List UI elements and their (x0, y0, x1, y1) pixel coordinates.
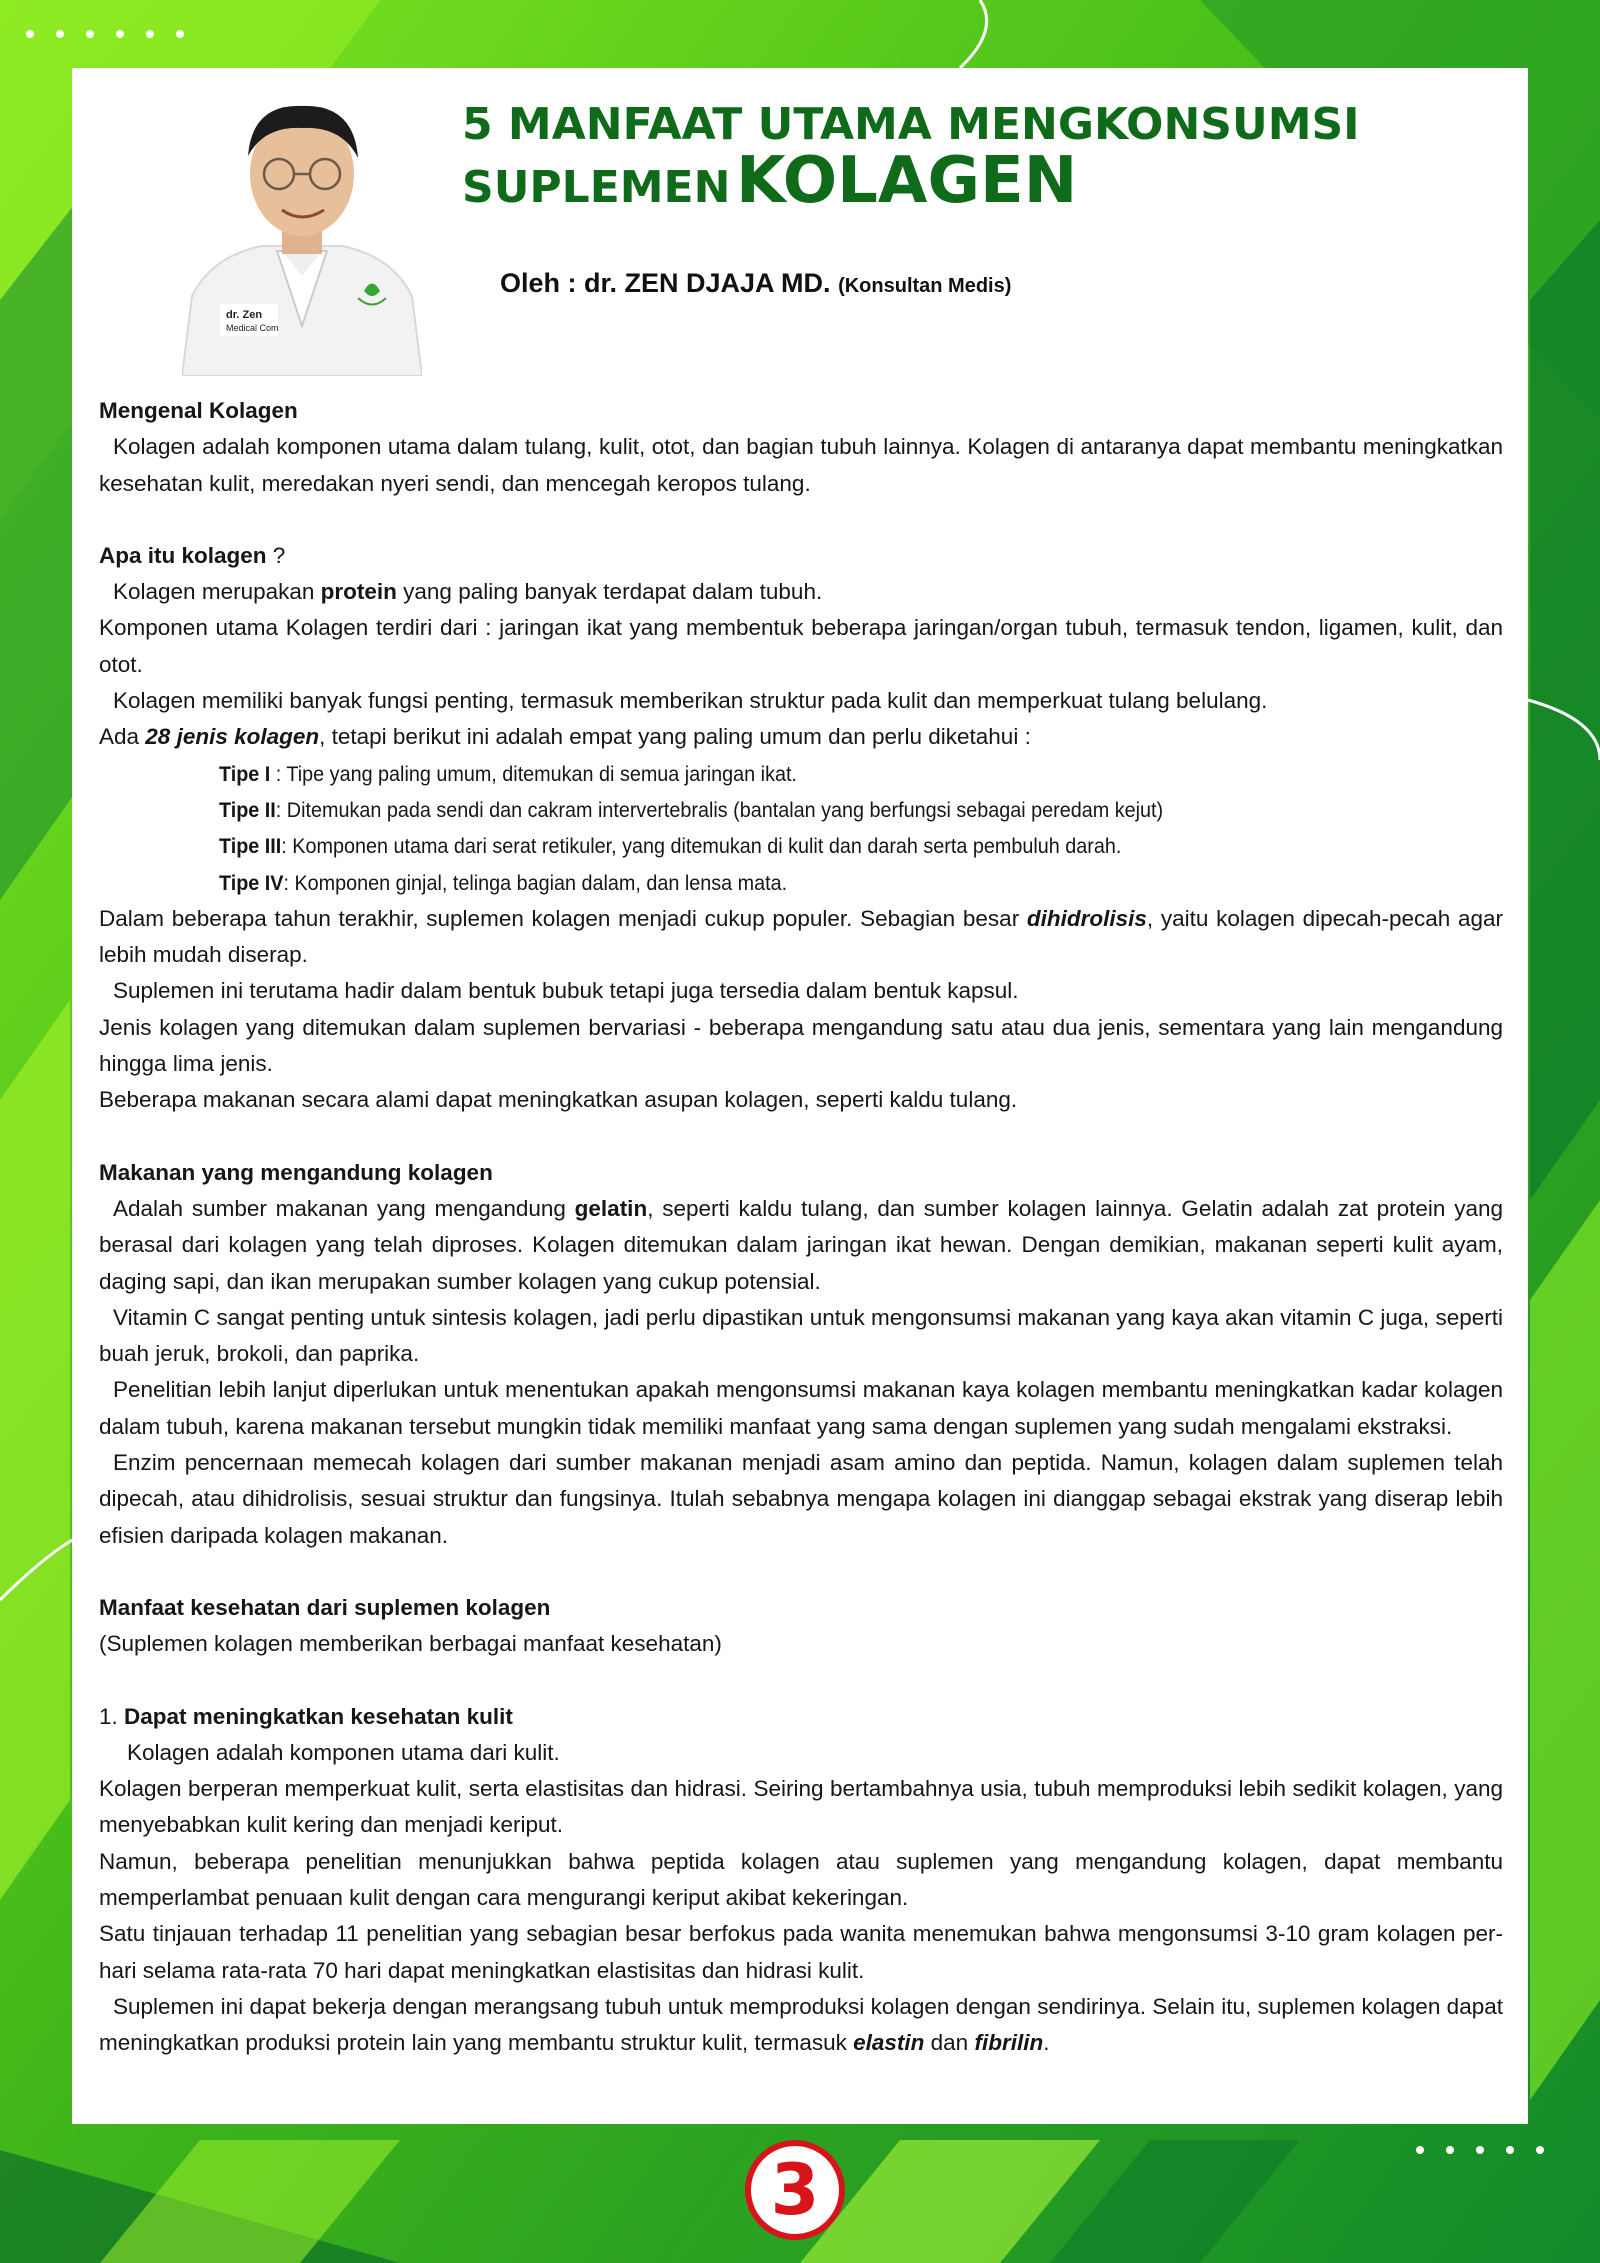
section-heading-manfaat: Manfaat kesehatan dari suplemen kolagen (99, 1594, 551, 1620)
article-body (99, 393, 1503, 2061)
paragraph: Kolagen merupakan protein yang paling banyak terdapat dalam tubuh. (113, 579, 823, 605)
paragraph: Kolagen memiliki banyak fungsi penting, termasuk memberikan struktur pada kulit dan memperkuat tulang belulang. (113, 688, 1268, 714)
section-heading-apa-itu: Apa itu kolagen ? (99, 542, 286, 568)
author-portrait-photo (182, 86, 422, 376)
page-number-badge: 3 (745, 2140, 845, 2240)
paragraph: Enzim pencernaan memecah kolagen dari sumber makanan menjadi asam amino dan peptida. Namun, kolagen dalam suplemen telah dipecah, atau dihidrolisis, sesuai struktur dan fungsinya. Itulah sebabnya mengapa kolagen ini dianggap sebagai ekstrak yang diserap lebih efisien daripada kolagen makanan. (99, 1450, 1503, 1548)
paragraph: Kolagen berperan memperkuat kulit, serta elastisitas dan hidrasi. Seiring bertambahnya usia, tubuh memproduksi lebih sedikit kolagen, yang menyebabkan kulit kering dan menjadi keriput. (99, 1776, 1503, 1838)
paragraph: Beberapa makanan secara alami dapat meningkatkan asupan kolagen, seperti kaldu tulang. (99, 1087, 1018, 1113)
title-line-1: 5 MANFAAT UTAMA MENGKONSUMSI (462, 99, 1360, 150)
paragraph: Komponen utama Kolagen terdiri dari : jaringan ikat yang membentuk beberapa jaringan/organ tubuh, termasuk tendon, ligamen, kulit, dan otot. (99, 615, 1503, 677)
list-item: Tipe I : Tipe yang paling umum, ditemukan di semua jaringan ikat. (219, 761, 797, 786)
paragraph: Jenis kolagen yang ditemukan dalam suplemen bervariasi - beberapa mengandung satu atau dua jenis, sementara yang lain mengandung hingga lima jenis. (99, 1014, 1503, 1077)
title-line-2a: SUPLEMEN (462, 162, 731, 214)
coat-name-label: dr. Zen (226, 309, 263, 321)
article-panel (72, 68, 1528, 2124)
page-title (462, 99, 1502, 219)
paragraph: Kolagen adalah komponen utama dari kulit. (127, 1739, 560, 1765)
byline-text: Oleh : dr. ZEN DJAJA MD. (500, 268, 831, 298)
byline-role: (Konsultan Medis) (838, 275, 1012, 297)
paragraph: Suplemen ini dapat bekerja dengan merangsang tubuh untuk memproduksi kolagen dengan sendirinya. Selain itu, suplemen kolagen dapat meningkatkan produksi protein lain yang membantu struktur kulit, termasuk elastin dan fibrilin. (99, 1993, 1503, 2056)
list-item: Tipe II: Ditemukan pada sendi dan cakram intervertebralis (bantalan yang berfungsi sebagai peredam kejut) (219, 797, 1164, 822)
paragraph: Vitamin C sangat penting untuk sintesis kolagen, jadi perlu dipastikan untuk mengonsumsi makanan yang kaya akan vitamin C juga, seperti buah jeruk, brokoli, dan paprika. (99, 1304, 1503, 1367)
paragraph: Ada 28 jenis kolagen, tetapi berikut ini adalah empat yang paling umum dan perlu diketahui : (99, 724, 1031, 750)
paragraph: Suplemen ini terutama hadir dalam bentuk bubuk tetapi juga tersedia dalam bentuk kapsul. (113, 978, 1019, 1004)
section-heading-makanan: Makanan yang mengandung kolagen (99, 1159, 493, 1185)
title-line-2b: KOLAGEN (736, 144, 1078, 219)
paragraph: Penelitian lebih lanjut diperlukan untuk menentukan apakah mengonsumsi makanan kaya kolagen membantu meningkatkan kadar kolagen dalam tubuh, karena makanan tersebut mungkin tidak memiliki manfaat yang sama dengan suplemen yang sudah mengalami ekstraksi. (99, 1377, 1503, 1439)
section-heading-mengenal: Mengenal Kolagen (99, 398, 298, 423)
section-heading-kulit: 1. Dapat meningkatkan kesehatan kulit (99, 1703, 513, 1729)
paragraph: Satu tinjauan terhadap 11 penelitian yang sebagian besar berfokus pada wanita menemukan bahwa mengonsumsi 3-10 gram kolagen per-hari selama rata-rata 70 hari dapat meningkatkan elastisitas dan hidrasi kulit. (99, 1921, 1503, 1983)
author-byline (500, 268, 1011, 299)
paragraph: Dalam beberapa tahun terakhir, suplemen kolagen menjadi cukup populer. Sebagian besar dihidrolisis, yaitu kolagen dipecah-pecah agar lebih mudah diserap. (99, 905, 1503, 968)
paragraph: Kolagen adalah komponen utama dalam tulang, kulit, otot, dan bagian tubuh lainnya. Kolagen di antaranya dapat membantu meningkatkan kesehatan kulit, meredakan nyeri sendi, dan mencegah keropos tulang. (99, 434, 1503, 496)
paragraph: (Suplemen kolagen memberikan berbagai manfaat kesehatan) (99, 1631, 722, 1657)
paragraph: Namun, beberapa penelitian menunjukkan bahwa peptida kolagen atau suplemen yang mengandung kolagen, dapat membantu memperlambat penuaan kulit dengan cara mengurangi keriput akibat kekeringan. (99, 1848, 1503, 1910)
paragraph: Adalah sumber makanan yang mengandung gelatin, seperti kaldu tulang, dan sumber kolagen lainnya. Gelatin adalah zat protein yang berasal dari kolagen yang telah diproses. Kolagen ditemukan dalam jaringan ikat hewan. Dengan demikian, makanan seperti kulit ayam, daging sapi, dan ikan merupakan sumber kolagen yang cukup potensial. (99, 1195, 1503, 1294)
coat-sub-label: Medical Com (226, 323, 279, 333)
collagen-type-list (99, 756, 1503, 901)
list-item: Tipe III: Komponen utama dari serat retikuler, yang ditemukan di kulit dan darah serta pembuluh darah. (219, 834, 1122, 859)
list-item: Tipe IV: Komponen ginjal, telinga bagian dalam, dan lensa mata. (219, 870, 788, 895)
